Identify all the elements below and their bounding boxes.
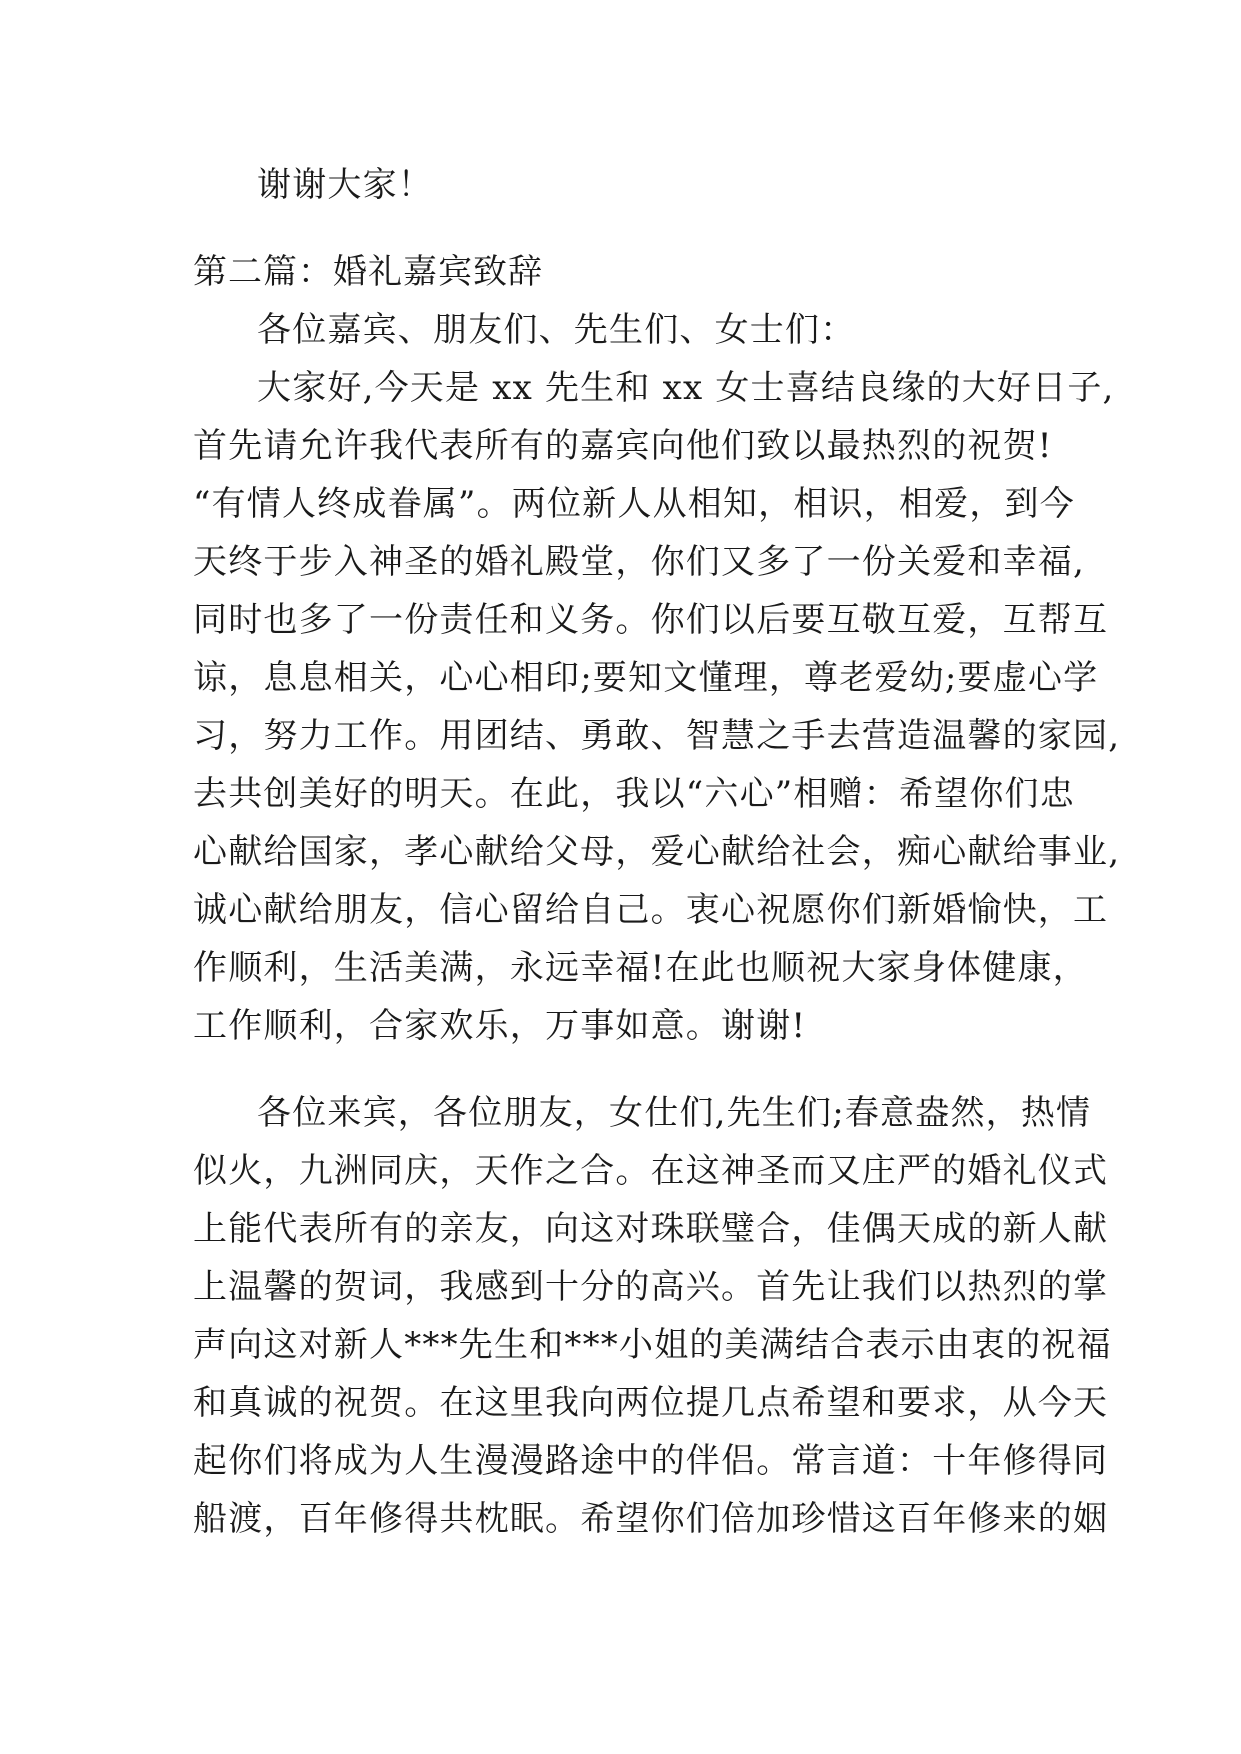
paragraph-line: 和真诚的祝贺。在这里我向两位提几点希望和要求，从今天 bbox=[193, 1383, 1109, 1423]
paragraph-line: 作顺利，生活美满，永远幸福!在此也顺祝大家身体健康， bbox=[193, 948, 1088, 988]
paragraph-line: 心献给国家，孝心献给父母，爱心献给社会，痴心献给事业, bbox=[193, 832, 1121, 872]
paragraph-line: 上温馨的贺词，我感到十分的高兴。首先让我们以热烈的掌 bbox=[193, 1267, 1109, 1307]
paragraph-line: 天终于步入神圣的婚礼殿堂，你们又多了一份关爱和幸福, bbox=[193, 542, 1086, 582]
paragraph-line: 工作顺利，合家欢乐，万事如意。谢谢! bbox=[193, 1006, 807, 1046]
salutation-line: 各位嘉宾、朋友们、先生们、女士们： bbox=[257, 310, 856, 350]
paragraph-line: 去共创美好的明天。在此，我以“六心”相赠：希望你们忠 bbox=[193, 774, 1075, 814]
paragraph-line: 声向这对新人***先生和***小姐的美满结合表示由衷的祝福 bbox=[193, 1325, 1112, 1365]
paragraph-line: 上能代表所有的亲友，向这对珠联璧合，佳偶天成的新人献 bbox=[193, 1209, 1109, 1249]
paragraph-line: 同时也多了一份责任和义务。你们以后要互敬互爱，互帮互 bbox=[193, 600, 1109, 640]
closing-line: 谢谢大家！ bbox=[257, 165, 433, 205]
section-heading: 第二篇：婚礼嘉宾致辞 bbox=[193, 252, 543, 292]
paragraph-line: 似火，九洲同庆，天作之合。在这神圣而又庄严的婚礼仪式 bbox=[193, 1151, 1109, 1191]
paragraph-line: 习，努力工作。用团结、勇敢、智慧之手去营造温馨的家园, bbox=[193, 716, 1121, 756]
paragraph-line: 船渡，百年修得共枕眠。希望你们倍加珍惜这百年修来的姻 bbox=[193, 1499, 1109, 1539]
paragraph-line: “有情人终成眷属”。两位新人从相知，相识，相爱，到今 bbox=[193, 484, 1075, 524]
paragraph-line: 大家好,今天是 xx 先生和 xx 女士喜结良缘的大好日子, bbox=[257, 368, 1115, 408]
paragraph-line: 起你们将成为人生漫漫路途中的伴侣。常言道：十年修得同 bbox=[193, 1441, 1109, 1481]
paragraph-line: 首先请允许我代表所有的嘉宾向他们致以最热烈的祝贺! bbox=[193, 426, 1053, 466]
paragraph-line: 谅，息息相关，心心相印;要知文懂理，尊老爱幼;要虚心学 bbox=[193, 658, 1099, 698]
paragraph-line: 各位来宾，各位朋友，女仕们,先生们;春意盎然，热情 bbox=[257, 1093, 1092, 1133]
paragraph-line: 诚心献给朋友，信心留给自己。衷心祝愿你们新婚愉快，工 bbox=[193, 890, 1109, 930]
